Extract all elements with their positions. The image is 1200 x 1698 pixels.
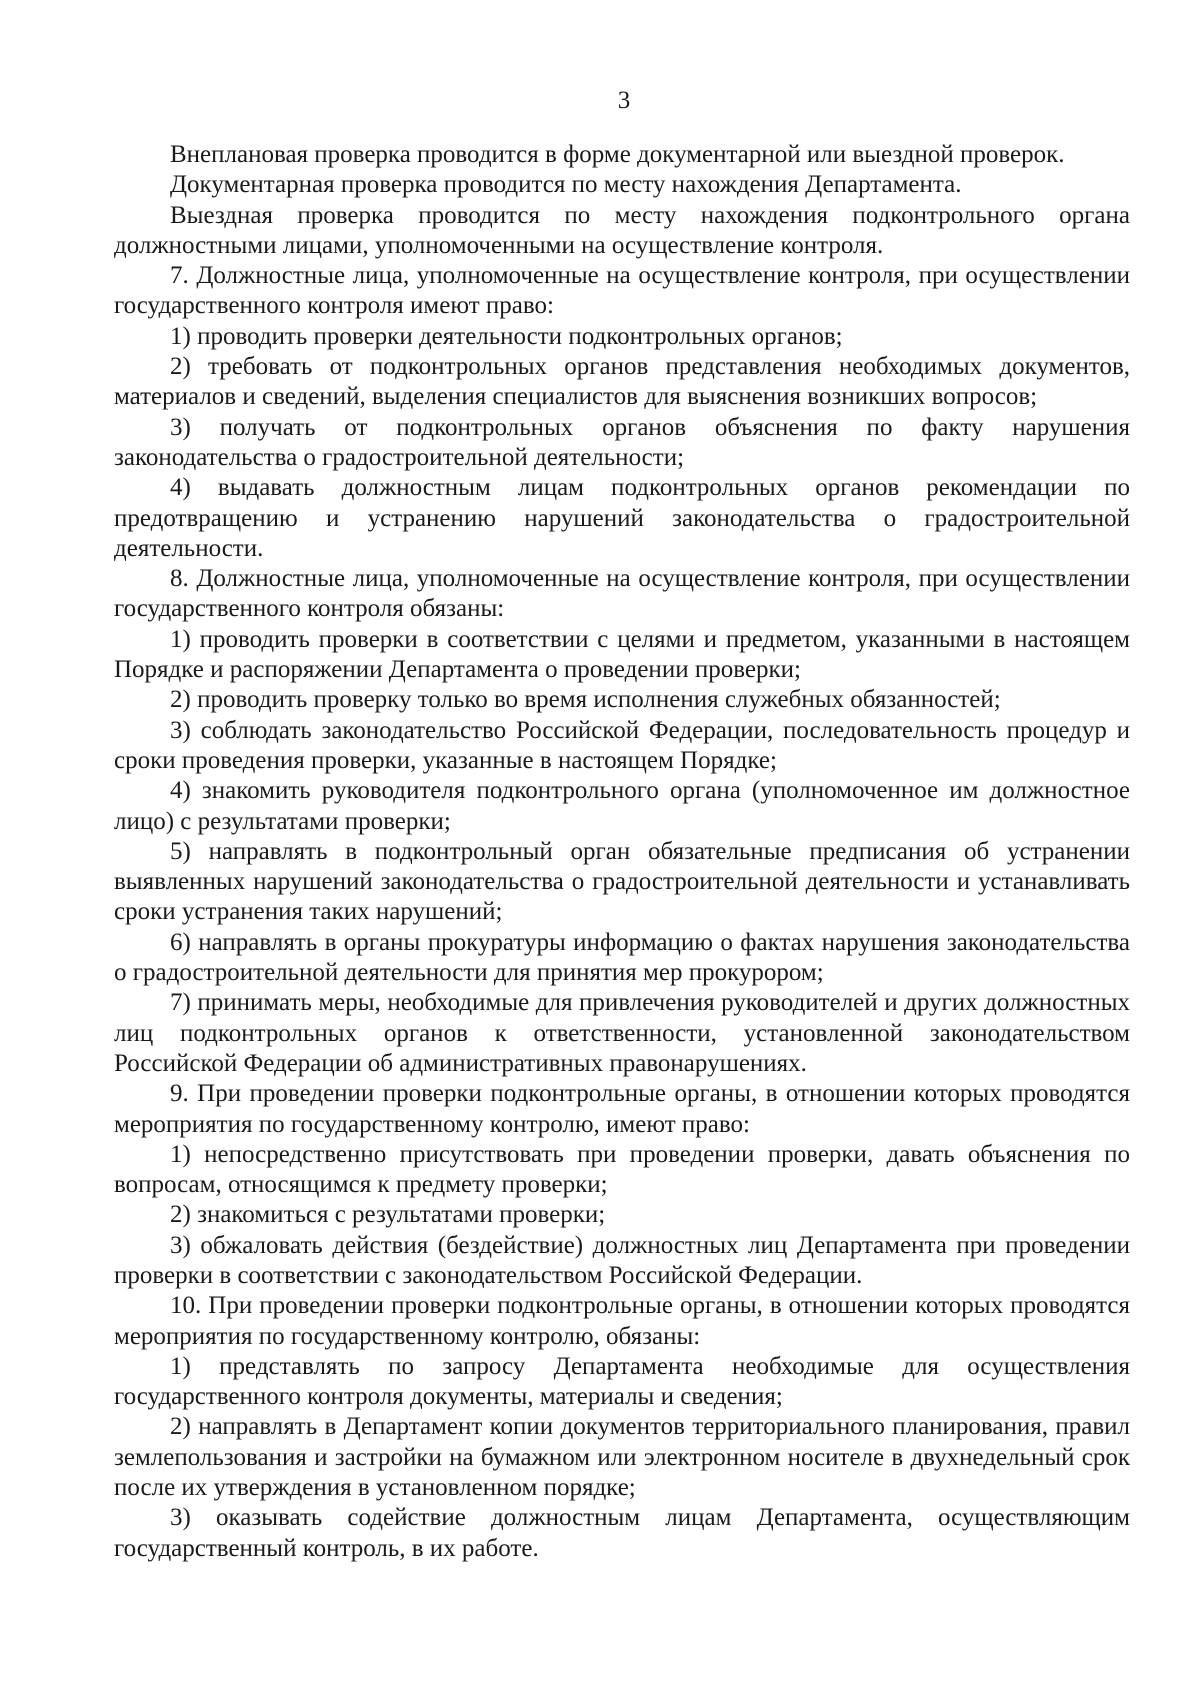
list-item-7-2: 2) требовать от подконтрольных органов представления необходимых документов, материалов и сведений, выделения специалистов для выяснения возникших вопросов; xyxy=(114,353,1130,411)
list-item-8-4: 4) знакомить руководителя подконтрольного органа (уполномоченное им должностное лицо) с результатами проверки; xyxy=(114,777,1130,835)
paragraph-unscheduled-inspection-forms: Внеплановая проверка проводится в форме документарной или выездной проверок. xyxy=(170,141,1065,168)
list-item-7-3: 3) получать от подконтрольных органов объяснения по факту нарушения законодательства о градостроительной деятельности; xyxy=(114,413,1130,471)
paragraph-section-10: 10. При проведении проверки подконтрольные органы, в отношении которых проводятся мероприятия по государственному контролю, обязаны: xyxy=(114,1292,1130,1350)
list-item-7-1: 1) проводить проверки деятельности подконтрольных органов; xyxy=(170,322,843,350)
paragraph-section-9: 9. При проведении проверки подконтрольные органы, в отношении которых проводятся мероприятия по государственному контролю, имеют право: xyxy=(114,1080,1130,1138)
paragraph-section-7: 7. Должностные лица, уполномоченные на осуществление контроля, при осуществлении государственного контроля имеют право: xyxy=(114,262,1130,320)
list-item-8-2: 2) проводить проверку только во время исполнения служебных обязанностей; xyxy=(170,686,1001,714)
page-number: 3 xyxy=(617,87,631,114)
paragraph-documentary-inspection: Документарная проверка проводится по месту нахождения Департамента. xyxy=(170,171,962,199)
list-item-10-1: 1) представлять по запросу Департамента необходимые для осуществления государственного контроля документы, материалы и сведения; xyxy=(114,1352,1130,1411)
list-item-8-1: 1) проводить проверки в соответствии с целями и предметом, указанными в настоящем Порядке и распоряжении Департамента о проведении проверки; xyxy=(114,625,1130,684)
paragraph-field-inspection: Выездная проверка проводится по месту нахождения подконтрольного органа должностными лицами, уполномоченными на осуществление контроля. xyxy=(114,201,1130,259)
list-item-9-1: 1) непосредственно присутствовать при проведении проверки, давать объяснения по вопросам, относящимся к предмету проверки; xyxy=(114,1140,1130,1199)
list-item-10-3: 3) оказывать содействие должностным лицам Департамента, осуществляющим государственный контроль, в их работе. xyxy=(114,1504,1130,1562)
list-item-8-3: 3) соблюдать законодательство Российской Федерации, последовательность процедур и сроки проведения проверки, указанные в настоящем Порядке; xyxy=(114,716,1130,774)
list-item-8-6: 6) направлять в органы прокуратуры информацию о фактах нарушения законодательства о градостроительной деятельности для принятия мер прокурором; xyxy=(114,928,1130,987)
document-body xyxy=(114,140,1130,1564)
paragraph-section-8: 8. Должностные лица, уполномоченные на осуществление контроля, при осуществлении государственного контроля обязаны: xyxy=(114,565,1130,623)
list-item-7-4: 4) выдавать должностным лицам подконтрольных органов рекомендации по предотвращению и устранению нарушений законодательства о градостроительной деятельности. xyxy=(114,474,1130,562)
list-item-9-3: 3) обжаловать действия (бездействие) должностных лиц Департамента при проведении проверки в соответствии с законодательством Российской Федерации. xyxy=(114,1231,1130,1289)
list-item-9-2: 2) знакомиться с результатами проверки; xyxy=(170,1201,606,1229)
list-item-8-7: 7) принимать меры, необходимые для привлечения руководителей и других должностных лиц подконтрольных органов к ответственности, установленной законодательством Российской Федерации об административных правонарушениях. xyxy=(114,989,1130,1077)
list-item-8-5: 5) направлять в подконтрольный орган обязательные предписания об устранении выявленных нарушений законодательства о градостроительной деятельности и устанавливать сроки устранения таких нарушений; xyxy=(114,837,1130,926)
list-item-10-2: 2) направлять в Департамент копии документов территориального планирования, правил землепользования и застройки на бумажном или электронном носителе в двухнедельный срок после их утверждения в установленном порядке; xyxy=(114,1413,1130,1502)
